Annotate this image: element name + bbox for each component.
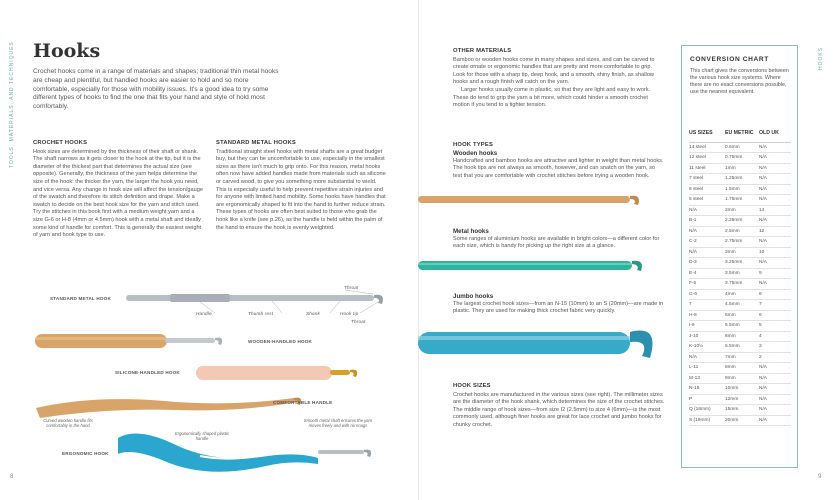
us-size-cell: 11 steel [689, 163, 725, 174]
eu-metric-cell: 10mm [725, 384, 759, 395]
wooden-hooks-title: Wooden hooks [453, 150, 498, 157]
label-throat: Throat [344, 285, 359, 290]
old-uk-cell: 5 [759, 321, 791, 332]
metal-hooks-title: Metal hooks [453, 228, 489, 235]
us-size-cell: 7 steel [689, 174, 725, 185]
hook-sizes-section [453, 383, 665, 430]
eu-metric-cell: 2.75mm [725, 237, 759, 248]
wooden-hooks-section [453, 150, 665, 180]
us-size-cell: G-6 [689, 289, 725, 300]
eu-metric-cell: 3.75mm [725, 279, 759, 290]
label-wooden-handled-hook: WOODEN-HANDLED HOOK [248, 339, 313, 344]
us-size-cell: 12 steel [689, 153, 725, 164]
eu-metric-cell: 4mm [725, 289, 759, 300]
us-size-cell: N-15 [689, 384, 725, 395]
old-uk-cell: 10 [759, 247, 791, 258]
label-handle: Handle [196, 311, 212, 316]
us-size-cell: I-9 [689, 321, 725, 332]
eu-metric-cell: 6mm [725, 331, 759, 342]
label-thumb-rest: Thumb rest [248, 311, 274, 316]
us-size-cell: N/A [689, 205, 725, 216]
old-uk-cell: 4 [759, 331, 791, 342]
table-row [689, 268, 791, 279]
label-silicone-handled-hook: SILICONE-HANDLED HOOK [115, 370, 180, 375]
right-side-tab: HOOKS [818, 46, 824, 70]
conversion-table-body [689, 142, 791, 426]
table-row [689, 384, 791, 395]
old-uk-cell: 9 [759, 268, 791, 279]
table-row [689, 279, 791, 290]
us-size-cell: D-3 [689, 258, 725, 269]
label-throat-2: Throat [351, 319, 366, 324]
us-size-cell: N/A [689, 247, 725, 258]
us-size-cell: Q (16mm) [689, 405, 725, 416]
table-row [689, 153, 791, 164]
header-us-sizes: US SIZES [689, 128, 725, 142]
left-page-number: 8 [10, 474, 14, 480]
old-uk-cell: N/A [759, 237, 791, 248]
old-uk-cell: N/A [759, 384, 791, 395]
label-hook-tip: Hook tip [340, 311, 359, 316]
table-row [689, 247, 791, 258]
us-size-cell: K-10½ [689, 342, 725, 353]
us-size-cell: N/A [689, 352, 725, 363]
table-row [689, 226, 791, 237]
old-uk-cell: 12 [759, 226, 791, 237]
eu-metric-cell: 1mm [725, 163, 759, 174]
other-materials-body-1: Bamboo or wooden hooks come in many shapes and sizes, and can be carved to create ornate or ergonomic handles that are pretty and more comfortable to grip. Look for those with a sharp tip, deep hook, and a smooth, shiny finish, as shallow hooks and a rough finish will catch on the yarn. [453, 56, 655, 86]
eu-metric-cell: 5.5mm [725, 321, 759, 332]
eu-metric-cell: 8mm [725, 363, 759, 374]
label-ergonomically-shaped: Ergonomically shaped plastic handle [174, 431, 230, 442]
table-row [689, 342, 791, 353]
eu-metric-cell: 7mm [725, 352, 759, 363]
left-side-tab: TOOLS, MATERIALS, AND TECHNIQUES [9, 41, 15, 168]
us-size-cell: M-13 [689, 373, 725, 384]
standard-metal-hooks-section [216, 140, 386, 232]
hook-types-heading: HOOK TYPES [453, 142, 494, 148]
header-eu-metric: EU METRIC [725, 128, 759, 142]
us-size-cell: S (19mm) [689, 415, 725, 426]
old-uk-cell: N/A [759, 363, 791, 374]
us-size-cell: C-2 [689, 237, 725, 248]
eu-metric-cell: 6.5mm [725, 342, 759, 353]
us-size-cell: B-1 [689, 216, 725, 227]
jumbo-hooks-body: The largest crochet hook sizes—from an N-15 (10mm) to an S (20mm)—are made in plastic. They are used for making thick crochet fabric very quickly. [453, 300, 664, 315]
us-size-cell: N/A [689, 226, 725, 237]
us-size-cell: 5 steel [689, 195, 725, 206]
wooden-handled-hook-image [35, 334, 222, 348]
eu-metric-cell: 9mm [725, 373, 759, 384]
label-curved-wooden: Curved wooden handle fits comfortably in the hand [43, 418, 93, 429]
eu-metric-cell: 1.5mm [725, 184, 759, 195]
intro-paragraph: Crochet hooks come in a range of materials and shapes; traditional thin metal hooks are cheap and plentiful, but handled hooks are easier to hold and so more comfortable, especially for those with mobility issues. It's a good idea to try some different types of hooks to find the one that fits your hand and style of hold most comfortably. [33, 68, 279, 111]
old-uk-cell: N/A [759, 195, 791, 206]
table-row [689, 174, 791, 185]
jumbo-hook-photo [418, 330, 653, 358]
eu-metric-cell: 0.75mm [725, 153, 759, 164]
table-row [689, 216, 791, 227]
eu-metric-cell: 2.25mm [725, 216, 759, 227]
other-materials-body-2: Larger hooks usually come in plastic, so that they are light and easy to work. These do tend to grip the yarn a bit more, which could hinder a smooth crochet motion if you tend to a tighter tension. [453, 86, 651, 109]
old-uk-cell: N/A [759, 394, 791, 405]
other-materials-section [453, 48, 665, 110]
hook-sizes-heading: HOOK SIZES [453, 383, 491, 389]
other-materials-heading: OTHER MATERIALS [453, 48, 512, 54]
table-row [689, 331, 791, 342]
standard-metal-hooks-heading: STANDARD METAL HOOKS [216, 140, 297, 146]
eu-metric-cell: 2.5mm [725, 226, 759, 237]
old-uk-cell: N/A [759, 216, 791, 227]
table-row [689, 405, 791, 416]
eu-metric-cell: 3.5mm [725, 268, 759, 279]
us-size-cell: P [689, 394, 725, 405]
us-size-cell: E-4 [689, 268, 725, 279]
label-standard-metal-hook: STANDARD METAL HOOK [50, 296, 111, 301]
label-shank: Shank [306, 311, 321, 316]
label-smooth-metal: Smooth metal shaft ensures the yarn moves freely and with no snags [303, 418, 373, 429]
old-uk-cell: N/A [759, 163, 791, 174]
eu-metric-cell: 2mm [725, 205, 759, 216]
crochet-hooks-section [33, 140, 203, 240]
header-old-uk: OLD UK [759, 128, 791, 142]
metal-hook-photo [418, 261, 642, 271]
table-row [689, 142, 791, 153]
eu-metric-cell: 1.75mm [725, 195, 759, 206]
old-uk-cell: N/A [759, 153, 791, 164]
eu-metric-cell: 4.5mm [725, 300, 759, 311]
old-uk-cell: N/A [759, 415, 791, 426]
page-title: Hooks [33, 40, 101, 62]
conversion-chart-title: CONVERSION CHART [690, 56, 769, 63]
old-uk-cell: 8 [759, 289, 791, 300]
old-uk-cell: N/A [759, 174, 791, 185]
table-row [689, 163, 791, 174]
table-row [689, 237, 791, 248]
eu-metric-cell: 0.6mm [725, 142, 759, 153]
table-row [689, 373, 791, 384]
table-row [689, 289, 791, 300]
label-comfortable-handle: COMFORTABLE HANDLE [273, 400, 333, 405]
conversion-chart-description: This chart gives the conversions between the various hook size systems. Where there are no exact conversions possible, use the nearest equivalent. [690, 68, 789, 95]
metal-hooks-body: Some ranges of aluminium hooks are available in bright colors—a different color for each size, which is handy for picking up the right size at a glance. [453, 235, 660, 250]
table-row [689, 321, 791, 332]
wooden-hooks-body: Handcrafted and bamboo hooks are attractive and lighter in weight than metal hooks. The hook tips are not always as smooth, however, and can snatch on the yarn, so test that you are comfortable with crochet stitches before trying a wooden hook. [453, 157, 664, 179]
us-size-cell: F-5 [689, 279, 725, 290]
old-uk-cell: 3 [759, 342, 791, 353]
table-row [689, 205, 791, 216]
us-size-cell: 7 [689, 300, 725, 311]
old-uk-cell: N/A [759, 279, 791, 290]
old-uk-cell: N/A [759, 373, 791, 384]
old-uk-cell: 7 [759, 300, 791, 311]
hook-sizes-body: Crochet hooks are manufactured in the various sizes (see right). The millimeter sizes are the diameter of the hook shank, which determines the size of the crochet stitches. The middle range of hook sizes—from size I2 (2.5mm) to size 4 (6mm)—is the most commonly used, although finer hooks are great for lace crochet and jumbo hooks for chunky crochet. [453, 391, 665, 428]
eu-metric-cell: 3mm [725, 247, 759, 258]
silicone-handled-hook-image [196, 366, 357, 380]
old-uk-cell: 6 [759, 310, 791, 321]
eu-metric-cell: 1.25mm [725, 174, 759, 185]
wooden-hook-photo [418, 196, 639, 205]
eu-metric-cell: 12mm [725, 394, 759, 405]
conversion-table [689, 128, 791, 426]
table-row [689, 415, 791, 426]
eu-metric-cell: 20mm [725, 415, 759, 426]
conversion-table-header-row [689, 128, 791, 142]
table-row [689, 394, 791, 405]
right-page-number: 9 [818, 474, 822, 480]
crochet-hooks-body: Hook sizes are determined by the thickness of their shaft or shank. The shaft narrows as it gets closer to the hook at the tip, but it is the diameter of the thickest part that determines the actual size (see opposite). Generally, the thickness of the yarn helps determine the size of the hook: the thicker the yarn, the larger the hook you need, and vice versa. Any change in hook size will affect the tension/gauge of the swatch and therefore its stitch definition and drape. Make a swatch to decide on the best hook size for the yarn and stitch used. Try the stitches in this book first with a medium weight yarn and a size G-6 or H-8 (4mm or 4.5mm) hook with a metal shaft and ideally some kind of handle for comfort. This is generally the easiest weight of yarn and hook type to use. [33, 148, 203, 239]
carved-wooden-hook-image [36, 398, 301, 418]
jumbo-hooks-title: Jumbo hooks [453, 293, 494, 300]
old-uk-cell: N/A [759, 184, 791, 195]
old-uk-cell: 2 [759, 352, 791, 363]
old-uk-cell: N/A [759, 258, 791, 269]
standard-metal-hook-image [126, 290, 383, 313]
label-ergonomic-hook: ERGONOMIC HOOK [62, 451, 109, 456]
us-size-cell: 6 steel [689, 184, 725, 195]
table-row [689, 300, 791, 311]
old-uk-cell: N/A [759, 142, 791, 153]
crochet-hooks-heading: CROCHET HOOKS [33, 140, 88, 146]
eu-metric-cell: 15mm [725, 405, 759, 416]
table-row [689, 258, 791, 269]
old-uk-cell: N/A [759, 405, 791, 416]
table-row [689, 184, 791, 195]
us-size-cell: H-8 [689, 310, 725, 321]
ergonomic-hook-image [118, 434, 371, 472]
table-row [689, 363, 791, 374]
standard-metal-hooks-body: Traditional straight steel hooks with metal shafts are a great budget buy, but they can be uncomfortable to use, especially in the smallest sizes as there isn't much to grip onto. For this reason, metal hooks often now have added handles made from materials such as silicone or carved wood, to give you something more substantial to wield. This is especially useful to help prevent repetitive strain injuries and for anyone with limited hand mobility. Some hooks have handles that are ergonomically shaped to fit into the hand to further reduce strain. These types of hooks are often best suited to those who grab the hook like a knife (see p.26), as the handle is held within the palm of the hand to ensure the hook is evenly weighted. [216, 148, 386, 231]
old-uk-cell: 14 [759, 205, 791, 216]
right-hook-illustrations [418, 190, 678, 380]
eu-metric-cell: 3.25mm [725, 258, 759, 269]
eu-metric-cell: 5mm [725, 310, 759, 321]
us-size-cell: J-10 [689, 331, 725, 342]
table-row [689, 195, 791, 206]
us-size-cell: 14 steel [689, 142, 725, 153]
us-size-cell: L-11 [689, 363, 725, 374]
table-row [689, 352, 791, 363]
table-row [689, 310, 791, 321]
